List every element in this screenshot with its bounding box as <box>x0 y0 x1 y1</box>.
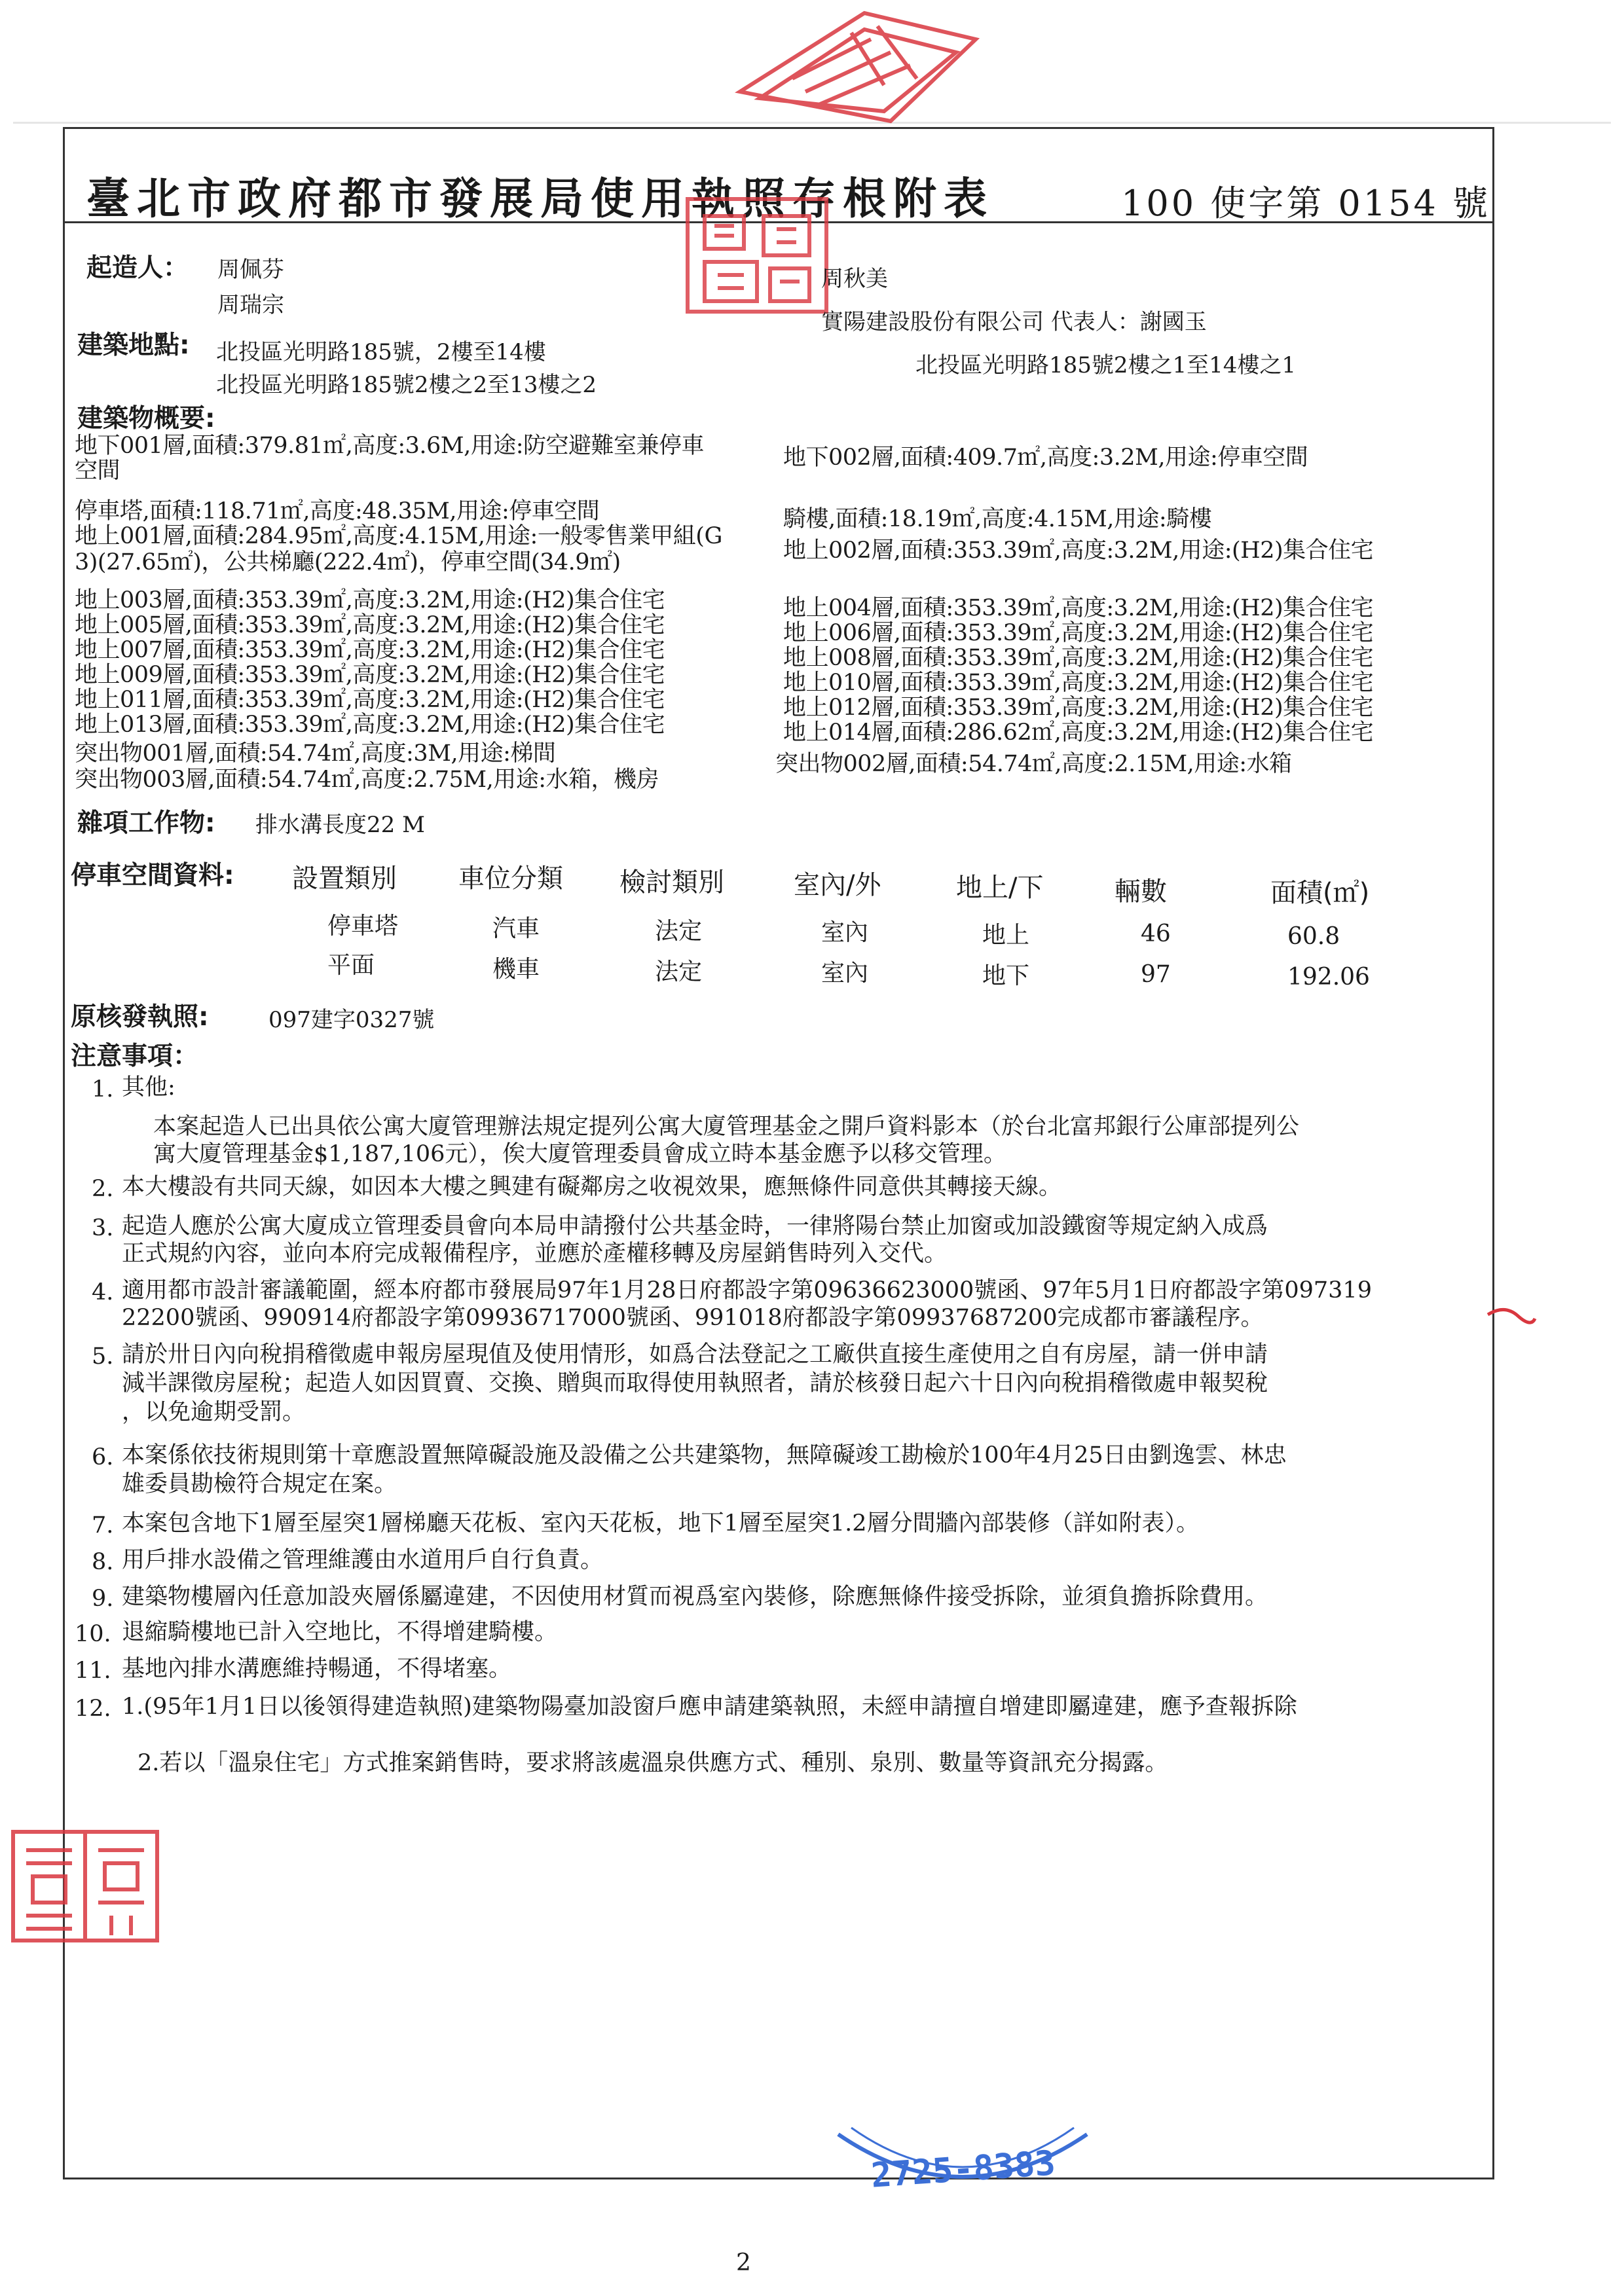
overview-row: 地上013層,面積:353.39㎡,高度:3.2M,用途:(H2)集合住宅 <box>75 712 665 738</box>
site-label: 建築地點: <box>77 331 190 360</box>
parking-header: 地上/下 <box>956 873 1044 903</box>
overview-row: 地上009層,面積:353.39㎡,高度:3.2M,用途:(H2)集合住宅 <box>75 662 665 688</box>
overview-row: 地上011層,面積:353.39㎡,高度:3.2M,用途:(H2)集合住宅 <box>75 687 665 713</box>
overview-row-right: 地上004層,面積:353.39㎡,高度:3.2M,用途:(H2)集合住宅 <box>783 595 1374 621</box>
note-line: 本案起造人已出具依公寓大廈管理辦法規定提列公寓大廈管理基金之開戶資料影本（於台北富邦銀行公庫部提列公 <box>153 1114 1300 1140</box>
overview-row-right: 地上010層,面積:353.39㎡,高度:3.2M,用途:(H2)集合住宅 <box>783 670 1374 696</box>
overview-row-right: 地上014層,面積:286.62㎡,高度:3.2M,用途:(H2)集合住宅 <box>783 720 1374 746</box>
overview-row: 地上001層,面積:284.95㎡,高度:4.15M,用途:一般零售業甲組(G <box>75 523 722 549</box>
note-number: 12. <box>75 1696 111 1722</box>
overview-row-right: 騎樓,面積:18.19㎡,高度:4.15M,用途:騎樓 <box>783 506 1212 532</box>
parking-cell: 法定 <box>655 918 703 945</box>
note-number: 10. <box>75 1621 111 1647</box>
note-line: 2.若以「溫泉住宅」方式推案銷售時，要求將該處溫泉供應方式、種別、泉別、數量等資訊充分揭露。 <box>138 1750 1168 1776</box>
right-red-mark <box>1485 1302 1538 1328</box>
overview-row: 突出物001層,面積:54.74㎡,高度:3M,用途:梯間 <box>75 740 556 767</box>
overview-row: 停車塔,面積:118.71㎡,高度:48.35M,用途:停車空間 <box>75 498 600 524</box>
note-number: 9. <box>92 1586 114 1612</box>
parking-cell: 法定 <box>655 958 703 985</box>
overview-row: 地上003層,面積:353.39㎡,高度:3.2M,用途:(H2)集合住宅 <box>75 587 665 613</box>
parking-cell: 室內 <box>821 919 869 946</box>
note-line: 本大樓設有共同天線，如因本大樓之興建有礙鄰房之收視效果，應無條件同意供其轉接天線。 <box>122 1174 1062 1200</box>
parking-cell: 地上 <box>982 922 1030 949</box>
note-line: 本案係依技術規則第十章應設置無障礙設施及設備之公共建築物，無障礙竣工勘檢於100年4月25日由劉逸雲、林忠 <box>122 1442 1287 1468</box>
note-number: 3. <box>92 1215 114 1241</box>
applicant-label: 起造人： <box>86 253 189 283</box>
top-red-seal <box>720 0 982 124</box>
note-line: 正式規約內容，並向本府完成報備程序，並應於產權移轉及房屋銷售時列入交代。 <box>122 1241 948 1267</box>
overview-row: 突出物003層,面積:54.74㎡,高度:2.75M,用途:水箱，機房 <box>75 767 659 793</box>
note-number: 11. <box>75 1658 111 1684</box>
parking-cell: 97 <box>1141 961 1171 988</box>
note-line: 寓大廈管理基金$1,187,106元），俟大廈管理委員會成立時本基金應予以移交管理。 <box>153 1141 1006 1167</box>
note-line: 請於卅日內向稅捐稽徵處申報房屋現值及使用情形，如爲合法登記之工廠供直接生產使用之自有房屋，請一併申請 <box>122 1341 1268 1368</box>
site-address: 北投區光明路185號，2樓至14樓 <box>216 339 546 365</box>
site-address: 北投區光明路185號2樓之2至13樓之2 <box>216 372 597 398</box>
parking-header: 設置類別 <box>292 864 397 894</box>
applicant-name: 周佩芬 <box>217 257 284 283</box>
phone-stamp-text: 2725-8383 <box>870 2143 1057 2196</box>
note-number: 4. <box>92 1279 114 1305</box>
applicant-company: 實陽建設股份有限公司 代表人：謝國玉 <box>821 309 1207 335</box>
note-number: 6. <box>92 1444 114 1470</box>
note-line: 雄委員勘檢符合規定在案。 <box>122 1471 397 1497</box>
note-line: 22200號函、990914府都設字第09936717000號函、991018府都設字第09937687200完成都市審議程序。 <box>122 1305 1264 1331</box>
overview-row: 3)(27.65㎡)，公共梯廳(222.4㎡)，停車空間(34.9㎡) <box>75 549 621 575</box>
overview-row-right: 地下002層,面積:409.7㎡,高度:3.2M,用途:停車空間 <box>783 445 1308 471</box>
parking-cell: 地下 <box>982 962 1030 989</box>
note-line: 起造人應於公寓大廈成立管理委員會向本局申請撥付公共基金時，一律將陽台禁止加窗或加設鐵窗等規定納入成爲 <box>122 1213 1268 1239</box>
parking-cell: 46 <box>1141 920 1171 947</box>
parking-header: 室內/外 <box>794 870 881 900</box>
parking-header: 車位分類 <box>458 864 563 894</box>
overview-row-right: 地上008層,面積:353.39㎡,高度:3.2M,用途:(H2)集合住宅 <box>783 645 1374 671</box>
overview-label: 建築物概要: <box>77 404 215 433</box>
overview-row: 空間 <box>75 458 120 484</box>
overview-row: 地上007層,面積:353.39㎡,高度:3.2M,用途:(H2)集合住宅 <box>75 637 665 663</box>
note-number: 7. <box>92 1512 114 1539</box>
original-permit-value: 097建字0327號 <box>268 1007 435 1033</box>
overview-row: 地上005層,面積:353.39㎡,高度:3.2M,用途:(H2)集合住宅 <box>75 612 665 638</box>
misc-label: 雜項工作物: <box>77 809 215 838</box>
site-address: 北投區光明路185號2樓之1至14樓之1 <box>915 352 1297 378</box>
applicant-name: 周秋美 <box>821 266 888 292</box>
parking-cell: 汽車 <box>492 915 540 942</box>
permit-number: 100 使字第 0154 號 <box>1121 183 1490 224</box>
parking-cell: 室內 <box>821 960 869 987</box>
original-permit-label: 原核發執照: <box>71 1002 209 1032</box>
overview-row-right: 地上012層,面積:353.39㎡,高度:3.2M,用途:(H2)集合住宅 <box>783 695 1374 721</box>
note-line: 退縮騎樓地已計入空地比，不得增建騎樓。 <box>122 1619 558 1645</box>
parking-cell: 60.8 <box>1287 923 1340 950</box>
note-line: 本案包含地下1層至屋突1層梯廳天花板、室內天花板，地下1層至屋突1.2層分間牆內部裝修（詳如附表）。 <box>122 1510 1199 1537</box>
note-line: 1.(95年1月1日以後領得建造執照)建築物陽臺加設窗戶應申請建築執照，未經申請擅自增建即屬違建，應予查報拆除 <box>122 1694 1297 1720</box>
page-title: 臺北市政府都市發展局使用執照存根附表 <box>86 173 994 224</box>
page-number: 2 <box>736 2250 751 2276</box>
note-line: 其他: <box>122 1074 175 1101</box>
overview-row: 地下001層,面積:379.81㎡,高度:3.6M,用途:防空避難室兼停車 <box>75 433 705 459</box>
overview-row-right: 突出物002層,面積:54.74㎡,高度:2.15M,用途:水箱 <box>775 751 1292 777</box>
notes-label: 注意事項： <box>71 1042 199 1071</box>
note-line: 建築物樓層內任意加設夾層係屬違建，不因使用材質而視爲室內裝修，除應無條件接受拆除，並須負擔拆除費用。 <box>122 1584 1268 1610</box>
parking-header: 檢討類別 <box>619 867 724 898</box>
note-line: 適用都市設計審議範圍，經本府都市發展局97年1月28日府都設字第09636623000號函、97年5月1日府都設字第097319 <box>122 1277 1372 1303</box>
note-number: 8. <box>92 1549 114 1575</box>
parking-header: 面積(㎡) <box>1270 878 1370 908</box>
square-red-seal <box>678 190 836 321</box>
left-red-seal <box>7 1824 164 1948</box>
applicant-name: 周瑞宗 <box>217 292 284 318</box>
parking-cell: 192.06 <box>1287 964 1370 991</box>
note-line: 用戶排水設備之管理維護由水道用戶自行負責。 <box>122 1547 604 1573</box>
note-number: 5. <box>92 1343 114 1370</box>
parking-label: 停車空間資料: <box>71 861 234 890</box>
overview-row-right: 地上006層,面積:353.39㎡,高度:3.2M,用途:(H2)集合住宅 <box>783 620 1374 646</box>
parking-cell: 停車塔 <box>327 913 399 939</box>
note-line: 基地內排水溝應維持暢通，不得堵塞。 <box>122 1656 512 1682</box>
parking-cell: 平面 <box>327 952 375 979</box>
parking-header: 輛數 <box>1115 877 1167 907</box>
note-line: 減半課徵房屋稅；起造人如因買賣、交換、贈與而取得使用執照者，請於核發日起六十日內向稅捐稽徵處申報契稅 <box>122 1370 1268 1396</box>
parking-cell: 機車 <box>492 956 540 983</box>
note-number: 2. <box>92 1176 114 1202</box>
overview-row-right: 地上002層,面積:353.39㎡,高度:3.2M,用途:(H2)集合住宅 <box>783 538 1374 564</box>
misc-value: 排水溝長度22 M <box>255 812 425 838</box>
note-line: ，以免逾期受罰。 <box>122 1399 306 1425</box>
note-number: 1. <box>92 1076 114 1102</box>
